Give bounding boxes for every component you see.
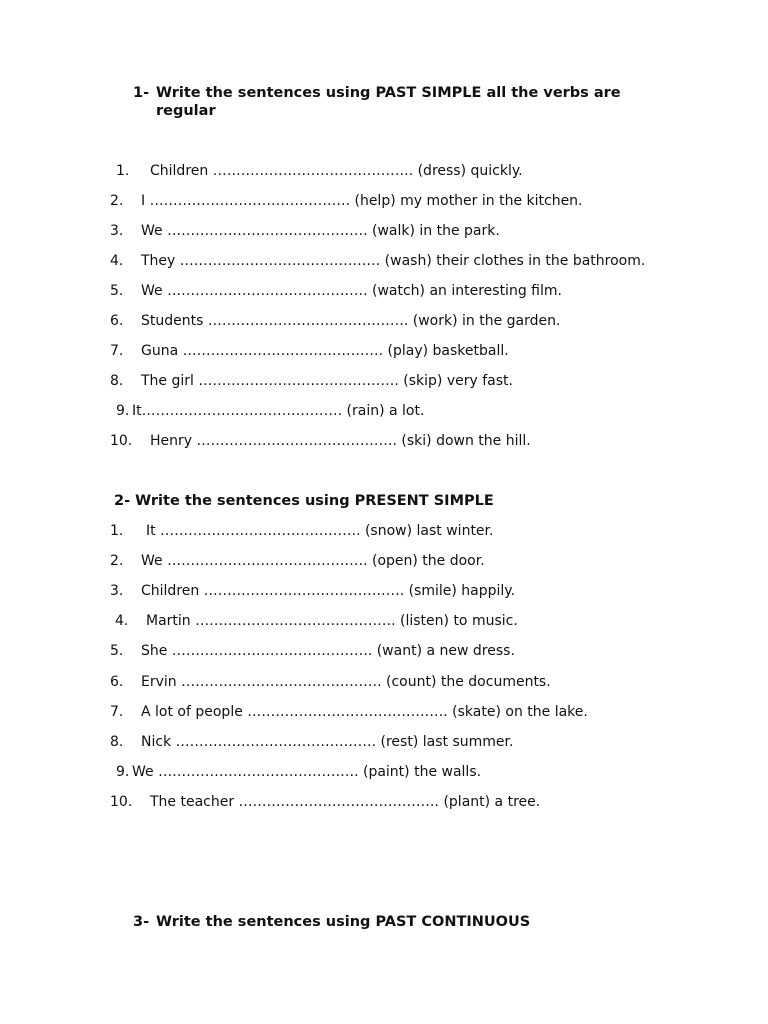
item-number: 1. [116, 163, 130, 179]
item-text: They ……………………………………. (wash) their clothes in the bathroom. [141, 253, 646, 269]
item-text: It……………………………………. (rain) a lot. [132, 403, 425, 419]
item-text: We ……………………………………. (walk) in the park. [141, 223, 500, 239]
section-1-number: 1- [133, 85, 150, 101]
item-text: I ……………………………………. (help) my mother in the kitchen. [141, 193, 583, 209]
item-number: 2. [110, 193, 124, 209]
item-number: 3. [110, 583, 124, 599]
item-number: 4. [115, 613, 129, 629]
item-text: Martin ……………………………………. (listen) to music. [146, 613, 518, 629]
section-1-title-line2: regular [156, 103, 216, 119]
item-number: 9. [116, 764, 130, 780]
item-text: Children ……………………………………. (dress) quickly. [150, 163, 523, 179]
item-number: 10. [110, 433, 133, 449]
item-number: 6. [110, 674, 124, 690]
item-number: 4. [110, 253, 124, 269]
section-1-title-line1: Write the sentences using PAST SIMPLE all the verbs are [156, 85, 621, 101]
item-text: A lot of people ……………………………………. (skate) on the lake. [141, 704, 588, 720]
section-2-title: 2- Write the sentences using PRESENT SIMPLE [114, 493, 494, 509]
item-text: We ……………………………………. (watch) an interesting film. [141, 283, 562, 299]
item-number: 5. [110, 283, 124, 299]
section-1-heading [133, 84, 653, 124]
item-number: 5. [110, 643, 124, 659]
section-3-heading [133, 913, 613, 933]
item-text: Nick ……………………………………. (rest) last summer. [141, 734, 514, 750]
item-number: 7. [110, 704, 124, 720]
item-number: 7. [110, 343, 124, 359]
item-text: We ……………………………………. (paint) the walls. [132, 764, 482, 780]
item-text: Students ……………………………………. (work) in the garden. [141, 313, 561, 329]
item-text: Children ……………………………………. (smile) happily. [141, 583, 516, 599]
item-text: Ervin ……………………………………. (count) the documents. [141, 674, 551, 690]
item-text: Henry ……………………………………. (ski) down the hill. [150, 433, 531, 449]
item-text: The teacher ……………………………………. (plant) a tree. [150, 794, 541, 810]
item-text: Guna ……………………………………. (play) basketball. [141, 343, 509, 359]
section-3-number: 3- [133, 914, 150, 930]
item-text: It ……………………………………. (snow) last winter. [146, 523, 494, 539]
item-number: 2. [110, 553, 124, 569]
section-2-heading [114, 492, 594, 512]
item-text: We ……………………………………. (open) the door. [141, 553, 485, 569]
item-number: 9. [116, 403, 130, 419]
item-number: 3. [110, 223, 124, 239]
item-text: The girl ……………………………………. (skip) very fast. [141, 373, 513, 389]
item-number: 10. [110, 794, 133, 810]
section-3-title: Write the sentences using PAST CONTINUOUS [156, 914, 531, 930]
item-number: 8. [110, 734, 124, 750]
item-text: She ……………………………………. (want) a new dress. [141, 643, 515, 659]
item-number: 1. [110, 523, 124, 539]
item-number: 6. [110, 313, 124, 329]
item-number: 8. [110, 373, 124, 389]
